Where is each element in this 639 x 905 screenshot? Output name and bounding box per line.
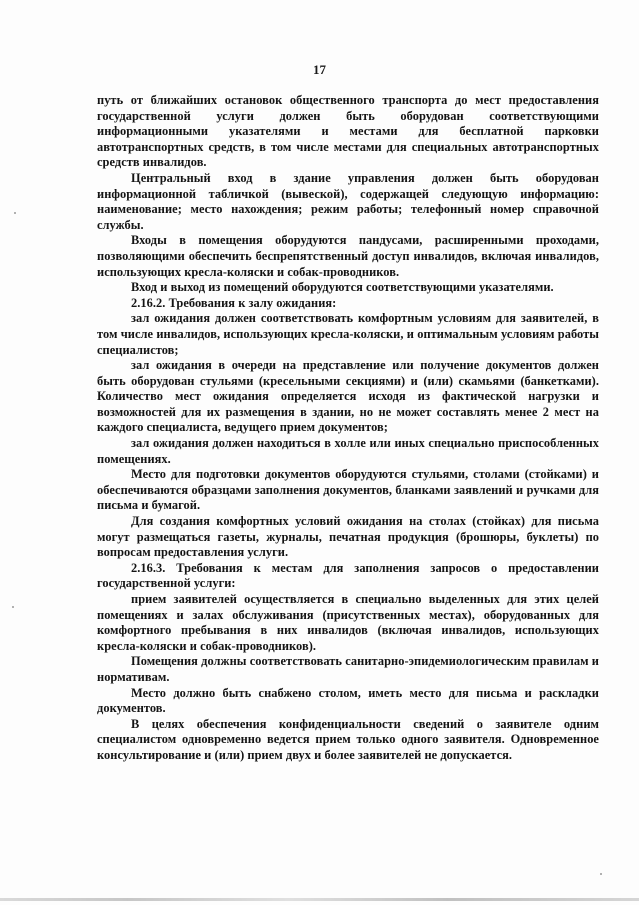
page-body (97, 93, 599, 764)
paragraph: Место должно быть снабжено столом, иметь место для письма и раскладки документов. (97, 685, 599, 716)
paragraph: Центральный вход в здание управления должен быть оборудован информационной табличкой (вывеской), содержащей следующую информацию: наименование; место нахождения; режим работы; телефонный номер справочной службы. (97, 170, 599, 232)
page-number: 17 (313, 62, 326, 77)
section-heading: 2.16.3. Требования к местам для заполнения запросов о предоставлении государственной услуги: (97, 560, 599, 591)
paragraph: путь от ближайших остановок общественного транспорта до мест предоставления государственной услуги должен быть оборудован соответствующими информационными указателями и местами для бесплатной парковки автотранспортных средств, в том числе местами для специальных автотранспортных средств инвалидов. (97, 93, 599, 170)
paragraph: прием заявителей осуществляется в специально выделенных для этих целей помещениях и залах обслуживания (присутственных местах), оборудованных для комфортного пребывания в них инвалидов (включая инвалидов, использующих кресла-коляски и собак-проводников). (97, 592, 599, 653)
scan-artifact (600, 873, 602, 875)
paragraph: Входы в помещения оборудуются пандусами, расширенными проходами, позволяющими обеспечить беспрепятственный доступ инвалидов, включая инвалидов, использующих кресла-коляски и собак-проводников. (97, 233, 599, 279)
scan-artifact (14, 212, 16, 214)
scan-bottom-edge (0, 898, 639, 901)
paragraph: Вход и выход из помещений оборудуются соответствующими указателями. (131, 280, 554, 295)
paragraph: Помещения должны соответствовать санитарно-эпидемиологическим правилам и нормативам. (97, 654, 599, 684)
section-heading: 2.16.2. Требования к залу ожидания: (131, 295, 337, 310)
paragraph: Для создания комфортных условий ожидания на столах (стойках) для письма могут размещаться газеты, журналы, печатная продукция (брошюры, буклеты) по вопросам предоставления услуги. (97, 514, 599, 560)
paragraph: зал ожидания должен находиться в холле или иных специально приспособленных помещениях. (97, 436, 599, 466)
paragraph: зал ожидания в очереди на представление или получение документов должен быть оборудован стульями (кресельными секциями) и (или) скамьями (банкетками). Количество мест ожидания определяется исходя из фактической нагрузки и возможностей для их размещения в здании, но не может составлять менее 2 мест на каждого специалиста, ведущего прием документов; (97, 358, 599, 435)
scan-artifact (12, 606, 14, 608)
paragraph: зал ожидания должен соответствовать комфортным условиям для заявителей, в том числе инвалидов, использующих кресла-коляски, и оптимальным условиям работы специалистов; (97, 311, 599, 357)
paragraph: Место для подготовки документов оборудуются стульями, столами (стойками) и обеспечиваются образцами заполнения документов, бланками заявлений и ручками для письма и бумагой. (97, 467, 599, 513)
paragraph: В целях обеспечения конфиденциальности сведений о заявителе одним специалистом одновременно ведется прием только одного заявителя. Одновременное консультирование и (или) прием двух и более заявителей не допускается. (97, 716, 599, 762)
